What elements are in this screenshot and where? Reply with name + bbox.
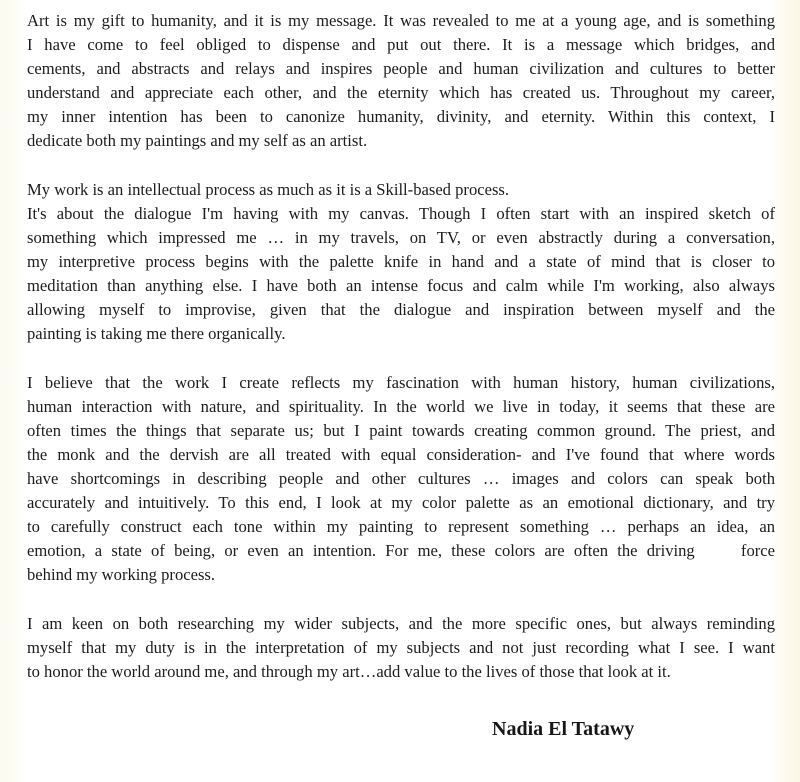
text-line: often times the things that separate us; but I paint towards creating common ground. The priest, and bbox=[27, 420, 775, 440]
text-line: human interaction with nature, and spirituality. In the world we live in today, it seems that these are bbox=[27, 396, 775, 416]
text-line: emotion, a state of being, or even an intention. For me, these colors are often the driving force bbox=[27, 541, 775, 561]
text-line: allowing myself to improvise, given that the dialogue and inspiration between myself and the bbox=[27, 300, 775, 320]
text-line: meditation than anything else. I have both an intense focus and calm while I'm working, also always bbox=[27, 276, 775, 296]
paragraph-4 bbox=[27, 612, 775, 684]
paragraph-3 bbox=[27, 371, 775, 588]
text-line: have shortcomings in describing people and other cultures … images and colors can speak both bbox=[27, 468, 775, 488]
text-line: my inner intention has been to canonize humanity, divinity, and eternity. Within this context, I bbox=[27, 107, 775, 127]
text-line: something which impressed me … in my travels, on TV, or even abstractly during a conversation, bbox=[27, 227, 775, 247]
text-line: dedicate both my paintings and my self as an artist. bbox=[27, 131, 368, 151]
text-line: Art is my gift to humanity, and it is my message. It was revealed to me at a young age, and is something bbox=[27, 11, 775, 30]
artist-signature: Nadia El Tatawy bbox=[492, 718, 635, 740]
text-line: My work is an intellectual process as much as it is a Skill-based process. bbox=[27, 179, 510, 199]
text-line: cements, and abstracts and relays and inspires people and human civilization and cultures to better bbox=[27, 59, 775, 79]
text-line: I am keen on both researching my wider subjects, and the more specific ones, but always reminding bbox=[27, 613, 775, 633]
text-line: to honor the world around me, and through my art…add value to the lives of those that look at it. bbox=[27, 661, 671, 681]
text-line: I believe that the work I create reflects my fascination with human history, human civilizations, bbox=[27, 372, 775, 392]
text-line: to carefully construct each tone within my painting to represent something … perhaps an idea, an bbox=[27, 517, 775, 537]
text-line: the monk and the dervish are all treated with equal consideration- and I've found that where words bbox=[27, 444, 775, 464]
text-line: painting is taking me there organically. bbox=[27, 324, 286, 344]
text-line: my interpretive process begins with the palette knife in hand and a state of mind that is closer to bbox=[27, 252, 775, 272]
text-line: accurately and intuitively. To this end, I look at my color palette as an emotional dictionary, and try bbox=[27, 493, 775, 513]
text-line: I have come to feel obliged to dispense and put out there. It is a message which bridges, and bbox=[27, 35, 775, 55]
paragraph-2 bbox=[27, 178, 775, 347]
text-line: myself that my duty is in the interpretation of my subjects and not just recording what I see. I want bbox=[27, 637, 775, 657]
text-line: understand and appreciate each other, and the eternity which has created us. Throughout my career, bbox=[27, 83, 775, 103]
paragraph-1 bbox=[27, 9, 775, 154]
artist-statement bbox=[27, 9, 775, 708]
text-line: behind my working process. bbox=[27, 565, 216, 585]
text-line: It's about the dialogue I'm having with my canvas. Though I often start with an inspired sketch of bbox=[27, 203, 775, 223]
